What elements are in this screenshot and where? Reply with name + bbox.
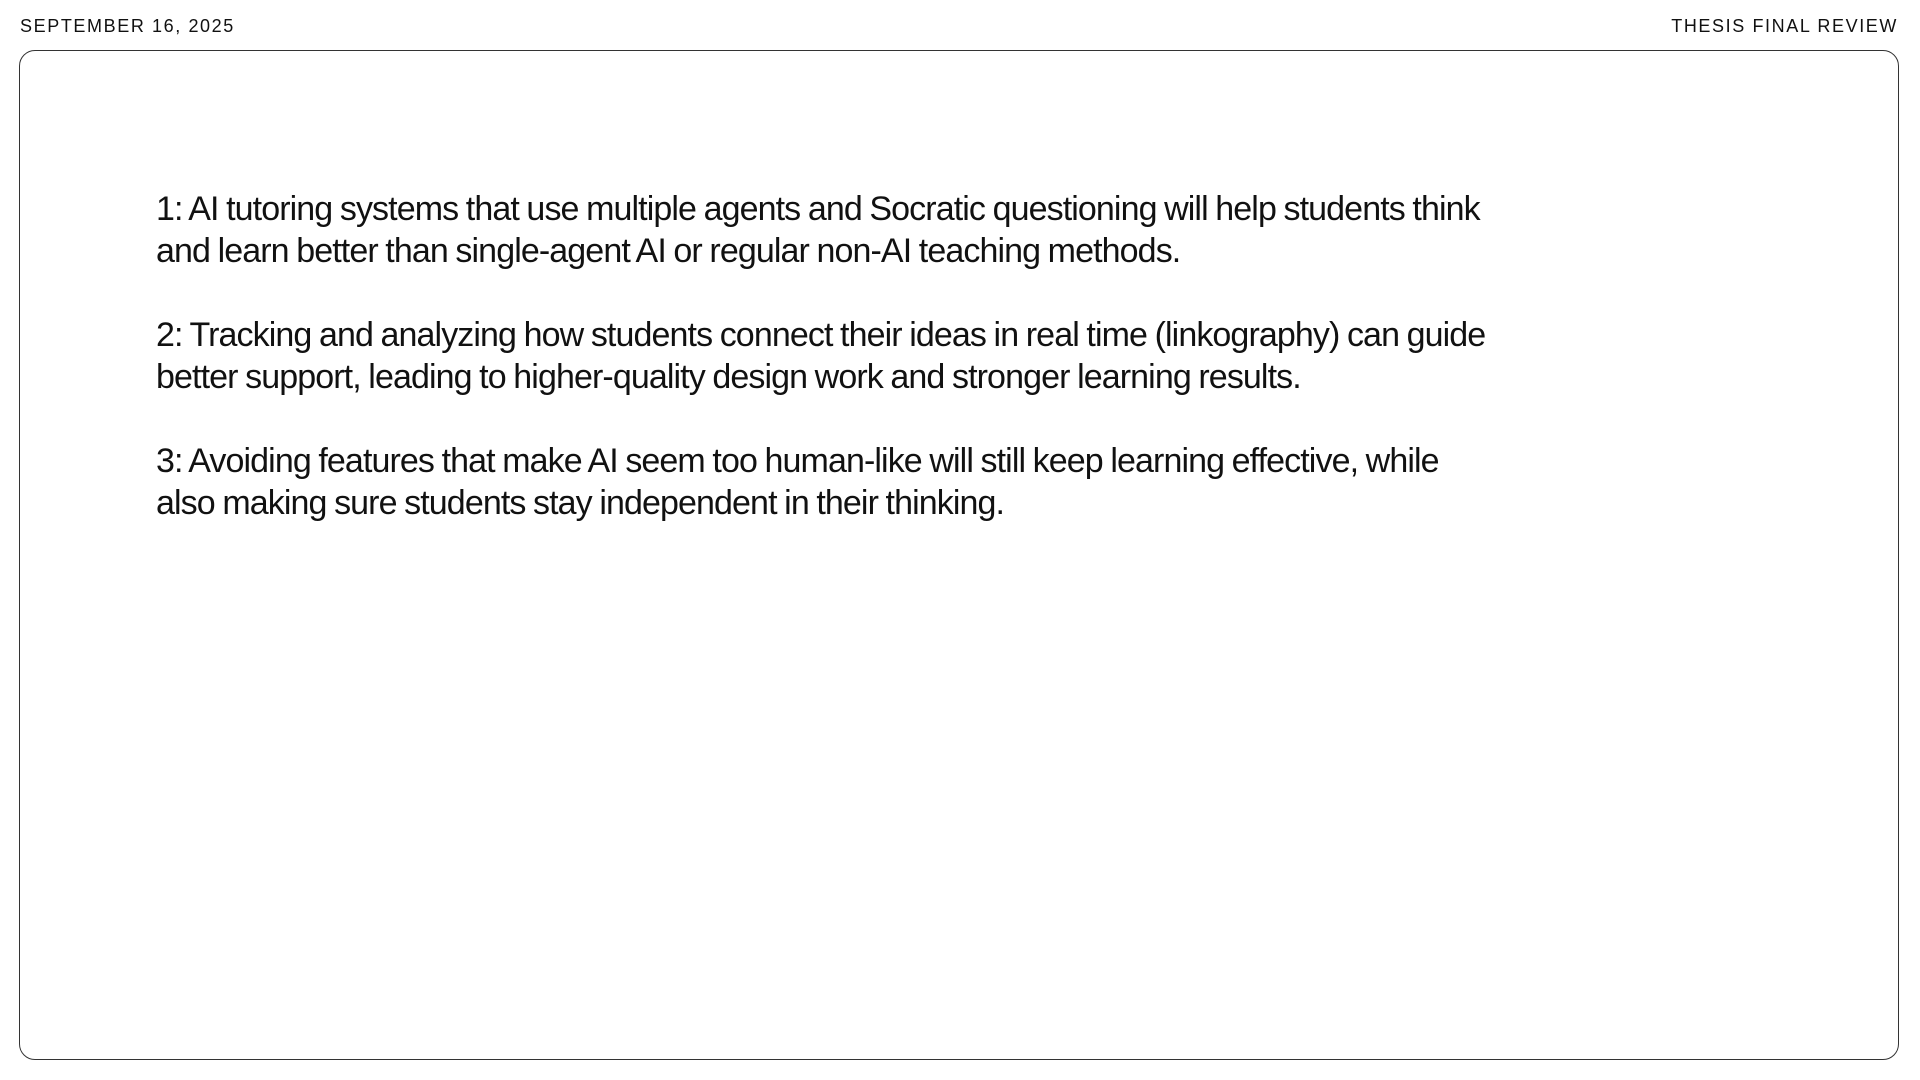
slide-date: SEPTEMBER 16, 2025 (20, 16, 235, 36)
hypotheses-list (156, 188, 1486, 566)
hypothesis-2: 2: Tracking and analyzing how students connect their ideas in real time (linkography) can guide better support, leading to higher-quality design work and stronger learning results. (156, 316, 1486, 396)
hypothesis-1: 1: AI tutoring systems that use multiple agents and Socratic questioning will help students think and learn better than single-agent AI or regular non-AI teaching methods. (156, 190, 1480, 270)
hypothesis-3: 3: Avoiding features that make AI seem too human-like will still keep learning effective, while also making sure students stay independent in their thinking. (156, 442, 1439, 522)
slide-section-title: THESIS FINAL REVIEW (1671, 16, 1898, 36)
